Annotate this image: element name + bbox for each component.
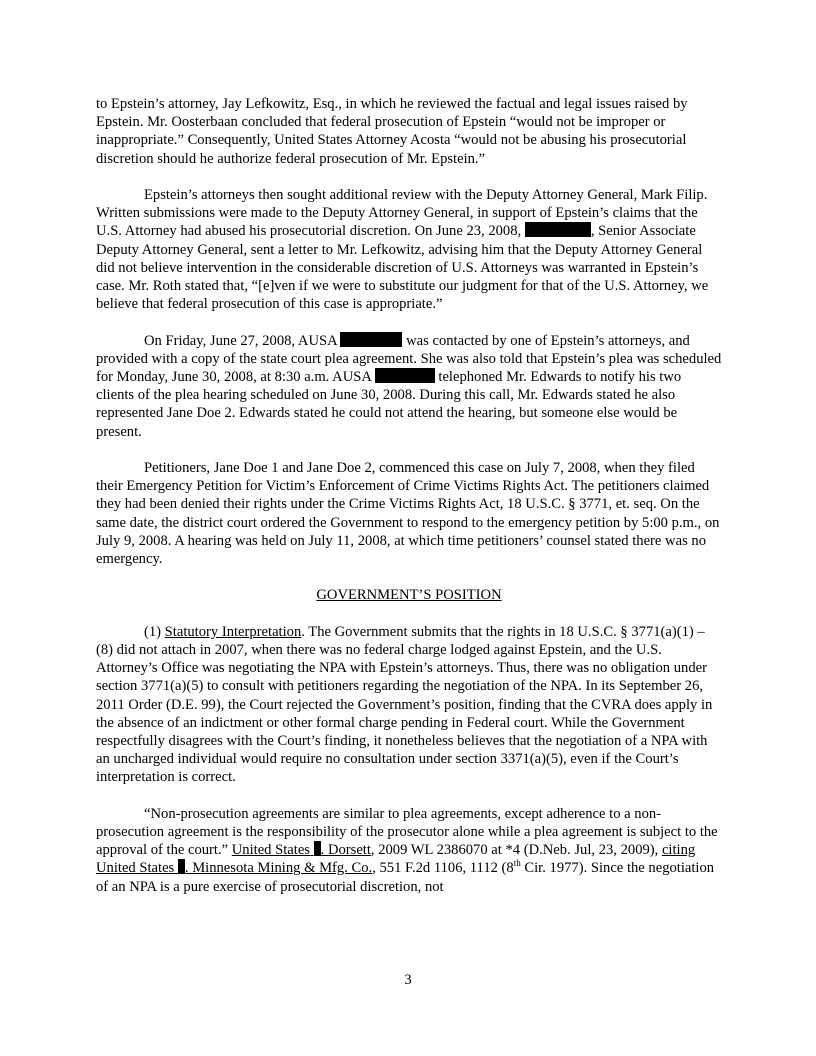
subsection-title: Statutory Interpretation bbox=[164, 623, 302, 640]
paragraph-5: (1) Statutory Interpretation. The Government submits that the rights in 18 U.S.C. § 3771(a)(1) – (8) did not attach in 2007, when there was no federal charge lodged against Epstein, and the U.S. Attorney’s Office was negotiating the NPA with Epstein’s attorneys. Thus, there was no obligation under section 3771(a)(5) to consult with petitioners regarding the negotiation of the NPA. In its September 26, 2011 Order (D.E. 99), the Court rejected the Government’s position, finding that the CVRA does apply in the absence of an indictment or other formal charge pending in Federal court. While the Government respectfully disagrees with the Court’s finding, it nonetheless believes that the negotiation of a NPA with an uncharged individual would require no consultation under section 3371(a)(5), even if the Court’s interpretation is correct. bbox=[96, 623, 713, 786]
section-heading: GOVERNMENT’S POSITION bbox=[316, 587, 502, 604]
redaction-box bbox=[375, 368, 435, 383]
redaction-box bbox=[314, 841, 321, 856]
superscript: th bbox=[513, 858, 521, 869]
redaction-box bbox=[178, 859, 185, 874]
case-citation: United States . Minnesota Mining & Mfg. Co. bbox=[96, 860, 373, 877]
paragraph-6: “Non-prosecution agreements are similar to plea agreements, except adherence to a non-prosecution agreement is the responsibility of the prosecutor alone while a plea agreement is subject to the approval of the court.” United States . Dorsett, 2009 WL 2386070 at *4 (D.Neb. Jul, 23, 2009), citing United States . Minnesota Mining & Mfg. Co., 551 F.2d 1106, 1112 (8th Cir. 1977). Since the negotiation of an NPA is a pure exercise of prosecutorial discretion, not bbox=[96, 805, 718, 895]
redaction-box bbox=[340, 332, 402, 347]
citing-signal: citing bbox=[661, 842, 696, 859]
paragraph-2: Epstein’s attorneys then sought additional review with the Deputy Attorney General, Mark Filip. Written submissions were made to the Deputy Attorney General, in support of Epstein’s claims that the U.S. Attorney had abused his prosecutorial discretion. On June 23, 2008, , Senior Associate Deputy Attorney General, sent a letter to Mr. Lefkowitz, advising him that the Deputy Attorney General did not believe intervention in the considerable discretion of U.S. Attorneys was warranted in Epstein’s case. Mr. Roth stated that, “[e]ven if we were to substitute our judgment for that of the U.S. Attorney, we believe that federal prosecution of this case is appropriate.” bbox=[96, 187, 709, 313]
page-number: 3 bbox=[404, 972, 412, 988]
case-citation: United States . Dorsett bbox=[231, 842, 371, 859]
paragraph-3: On Friday, June 27, 2008, AUSA was contacted by one of Epstein’s attorneys, and provided with a copy of the state court plea agreement. She was also told that Epstein’s plea was scheduled for Monday, June 30, 2008, at 8:30 a.m. AUSA telephoned Mr. Edwards to notify his two clients of the plea hearing scheduled on June 30, 2008. During this call, Mr. Edwards stated he also represented Jane Doe 2. Edwards stated he could not attend the hearing, but someone else would be present. bbox=[96, 332, 722, 440]
paragraph-4: Petitioners, Jane Doe 1 and Jane Doe 2, commenced this case on July 7, 2008, when they filed their Emergency Petition for Victim’s Enforcement of Crime Victims Rights Act. The petitioners claimed they had been denied their rights under the Crime Victims Rights Act, 18 U.S.C. § 3771, et. seq. On the same date, the district court ordered the Government to respond to the emergency petition by 5:00 p.m., on July 9, 2008. A hearing was held on July 11, 2008, at which time petitioners’ counsel stated there was no emergency. bbox=[96, 460, 720, 568]
document-body bbox=[96, 95, 722, 914]
paragraph-1: to Epstein’s attorney, Jay Lefkowitz, Esq., in which he reviewed the factual and legal issues raised by Epstein. Mr. Oosterbaan concluded that federal prosecution of Epstein “would not be improper or inappropriate.” Consequently, United States Attorney Acosta “would not be abusing his prosecutorial discretion should he authorize federal prosecution of Mr. Epstein.” bbox=[96, 96, 688, 167]
redaction-box bbox=[525, 222, 591, 237]
